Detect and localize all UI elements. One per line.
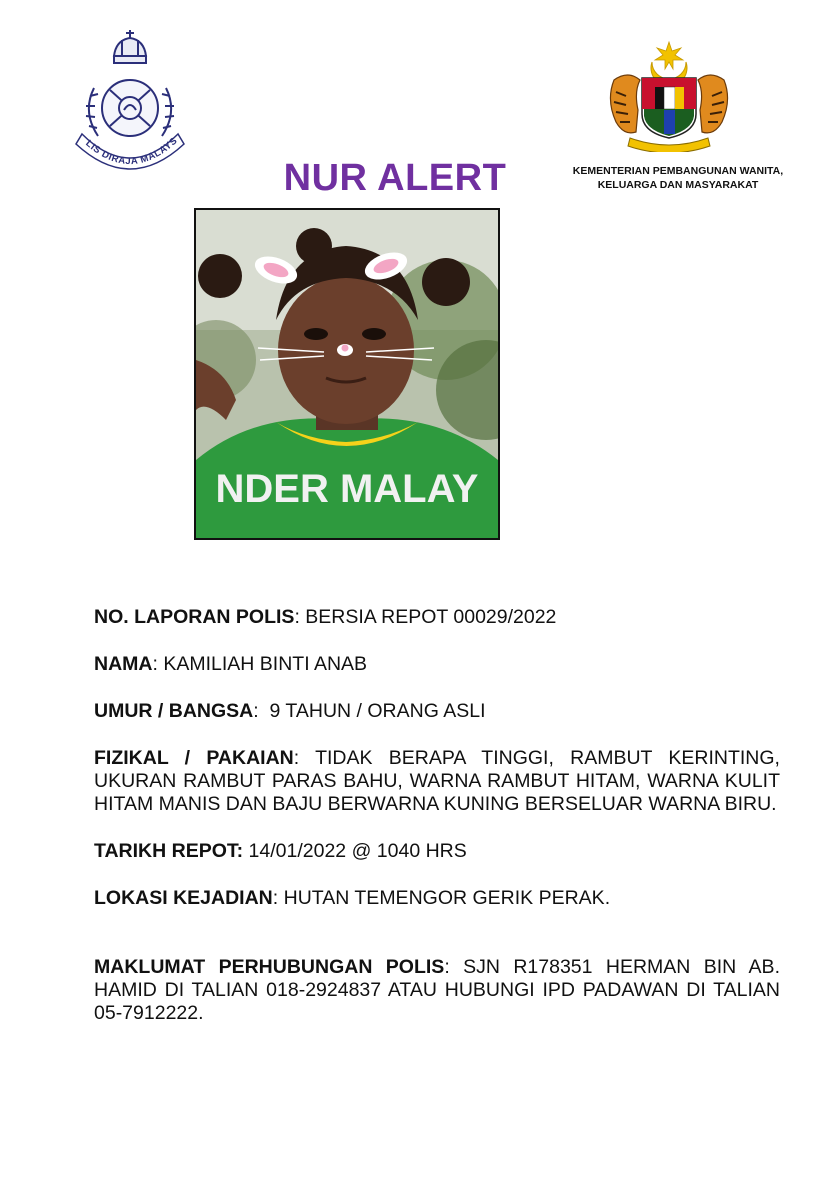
report-date-label: TARIKH REPOT: [94, 840, 244, 862]
name-value: : KAMILIAH BINTI ANAB [152, 653, 368, 675]
report-number-row [94, 606, 780, 629]
ministry-line-1: KEMENTERIAN PEMBANGUNAN WANITA, [572, 165, 784, 177]
location-label: LOKASI KEJADIAN [94, 887, 273, 909]
ministry-line-2: KELUARGA DAN MASYARAKAT [597, 179, 759, 191]
age-race-value: : 9 TAHUN / ORANG ASLI [253, 700, 486, 722]
contact-label: MAKLUMAT PERHUBUNGAN POLIS [94, 956, 445, 978]
missing-person-details [94, 606, 780, 1049]
physical-row [94, 747, 780, 816]
pdrm-logo [64, 26, 196, 174]
age-race-row [94, 700, 780, 723]
shirt-text: NDER MALAY [215, 467, 479, 511]
pdrm-crest-icon [64, 26, 196, 174]
coat-of-arms-logo [604, 40, 734, 152]
location-row [94, 887, 780, 910]
physical-value: : TIDAK BERAPA TINGGI, RAMBUT KERINTING, UKURAN RAMBUT PARAS BAHU, WARNA RAMBUT HITAM, WARNA KULIT HITAM MANIS DAN BAJU BERWARNA KUNING BERSELUAR WARNA BIRU. [94, 747, 780, 815]
ministry-name [560, 164, 796, 192]
report-number-label: NO. LAPORAN POLIS [94, 606, 295, 628]
age-race-label: UMUR / BANGSA [94, 700, 254, 722]
malaysia-coat-of-arms-icon [604, 40, 734, 152]
child-portrait-image [196, 210, 498, 538]
name-row [94, 653, 780, 676]
report-date-value: 14/01/2022 @ 1040 HRS [243, 840, 467, 862]
pdrm-logo-text: LIS DIRAJA MALAYS [83, 135, 180, 168]
page-title: NUR ALERT [283, 157, 507, 199]
report-date-row [94, 840, 780, 863]
physical-label: FIZIKAL / PAKAIAN [94, 747, 294, 769]
contact-value: : SJN R178351 HERMAN BIN AB. HAMID DI TALIAN 018-2924837 ATAU HUBUNGI IPD PADAWAN DI TALIAN 05-7912222. [94, 956, 780, 1024]
report-number-value: : BERSIA REPOT 00029/2022 [294, 606, 557, 628]
name-label: NAMA [94, 653, 153, 675]
contact-row [94, 956, 780, 1025]
child-photo [194, 208, 500, 540]
location-value: : HUTAN TEMENGOR GERIK PERAK. [272, 887, 611, 909]
